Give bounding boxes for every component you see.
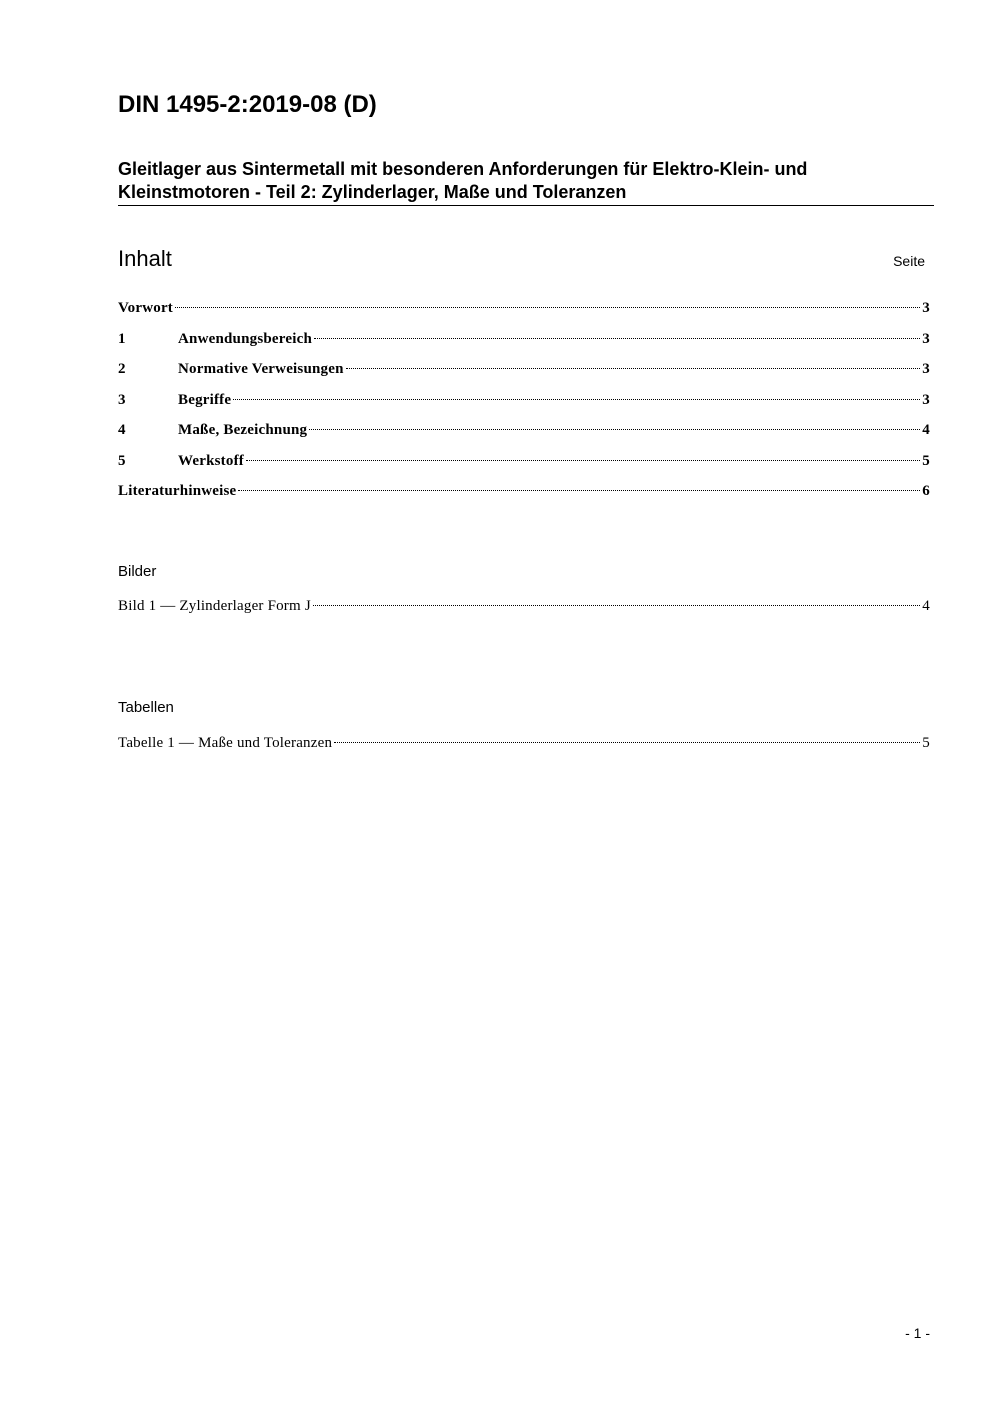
dot-leader [233, 399, 920, 400]
toc-entry-title: Werkstoff [178, 452, 244, 469]
page-number-footer: - 1 - [905, 1325, 930, 1341]
toc-entry-number: 3 [118, 391, 126, 408]
figures-list [118, 598, 930, 629]
toc-entry-title: Vorwort [118, 300, 173, 316]
document-title-line-1: Gleitlager aus Sintermetall mit besonderen Anforderungen für Elektro-Klein- und [118, 159, 808, 179]
tables-heading: Tabellen [118, 699, 174, 716]
toc-entry-number: 5 [118, 452, 126, 469]
figures-heading: Bilder [118, 563, 157, 580]
toc-entry-begriffe[interactable] [118, 392, 930, 423]
toc-entry-title: Normative Verweisungen [178, 361, 344, 377]
toc-entry-title: Begriffe [178, 391, 232, 408]
toc-entry-werkstoff[interactable] [118, 453, 930, 484]
dot-leader [334, 742, 920, 743]
toc-entry-page: 4 [922, 422, 930, 438]
figure-entry-page: 4 [922, 598, 930, 614]
dot-leader [314, 338, 920, 339]
toc-entry-number: 2 [118, 361, 126, 377]
toc-entry-masse-bezeichnung[interactable] [118, 422, 930, 453]
toc-list [118, 300, 930, 514]
dot-leader [346, 368, 921, 369]
document-title-line-2: Kleinstmotoren - Teil 2: Zylinderlager, Maße und Toleranzen [118, 182, 627, 202]
figure-entry-title: Bild 1 — Zylinderlager Form J [118, 598, 311, 614]
toc-entry-title: Maße, Bezeichnung [178, 422, 308, 438]
table-entry-title: Tabelle 1 — Maße und Toleranzen [118, 735, 333, 751]
toc-entry-normative-verweisungen[interactable] [118, 361, 930, 392]
toc-entry-page: 3 [922, 330, 930, 347]
toc-entry-number: 1 [118, 330, 126, 347]
toc-heading: Inhalt [118, 246, 172, 271]
toc-entry-vorwort[interactable] [118, 300, 930, 331]
toc-entry-anwendungsbereich[interactable] [118, 331, 930, 362]
dot-leader [313, 605, 920, 606]
toc-entry-number: 4 [118, 422, 126, 438]
toc-entry-page: 3 [922, 361, 930, 377]
table-entry[interactable] [118, 735, 930, 766]
toc-entry-page: 6 [922, 483, 930, 499]
toc-entry-page: 3 [922, 300, 930, 316]
toc-entry-page: 5 [922, 452, 930, 469]
table-entry-page: 5 [922, 735, 930, 751]
document-title [118, 158, 934, 206]
dot-leader [309, 429, 920, 430]
toc-entry-title: Literaturhinweise [118, 483, 237, 499]
toc-entry-literaturhinweise[interactable] [118, 483, 930, 514]
tables-list [118, 735, 930, 766]
document-number: DIN 1495-2:2019-08 (D) [118, 91, 377, 118]
toc-entry-title: Anwendungsbereich [178, 330, 312, 347]
toc-entry-page: 3 [922, 391, 930, 408]
dot-leader [238, 490, 920, 491]
dot-leader [175, 307, 920, 308]
dot-leader [246, 460, 920, 461]
page-column-label: Seite [893, 253, 925, 269]
figure-entry[interactable] [118, 598, 930, 629]
